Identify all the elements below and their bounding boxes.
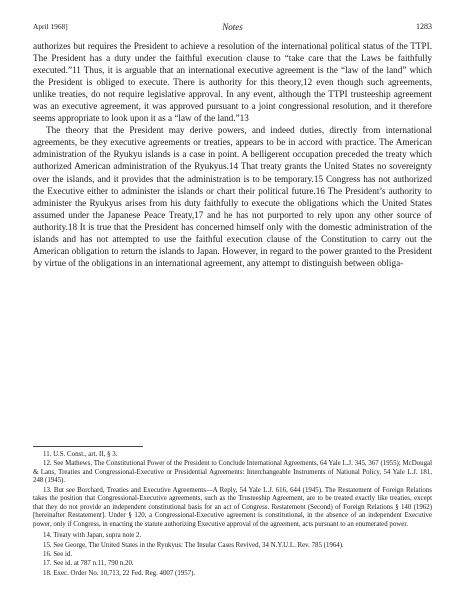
footnote: 18. Exec. Order No. 10,713, 22 Fed. Reg. 4007 (1957). [43, 569, 196, 577]
footnote: 15. See George, The United States in the Ryukyus: The Insular Cases Revived, 34 N.Y.U.L. Rev. 785 (1964). [43, 541, 344, 549]
footnote: 12. See Mathews, The Constitutional Power of the President to Conclude International Agreements, 64 Yale L.J. 345, 367 (1955); McDougal & Lans, Treaties and Congressional-Executive or Presidential Agreements: Interchangeable Instruments of National Policy, 54 Yale L.J. 181, 248 (1945). [33, 460, 432, 485]
footnote: 13. But see Borchard, Treaties and Executive Agreements—A Reply, 54 Yale L.J. 616, 644 (1945). The Restatement of Foreign Relations takes the position that Congressional-Executive agreements, such as the Trusteeship Agreement, are to be treated exactly like treaties, except that they do not provide an independent constitutional basis for an act of Congress. Restatement (Second) of Foreign Relations § 140 (1962) [hereinafter Restatement]. Under § 120, a Congressional-Executive agreement is constitutional, in the absence of an independent Executive power, only if Congress, in enacting the statute authorizing Executive approval of the agreement, acts pursuant to an enumerated power. [33, 486, 432, 528]
body-paragraph: authorizes but requires the President to achieve a resolution of the international political status of the TTPI. The President has a duty under the faithful execution clause to “take care that the Laws be faithfully executed.”11 Thus, it is arguable that an international executive agreement is the “law of the land” which the President is obliged to execute. There is authority for this theory,12 even though such agreements, unlike treaties, do not require legislative approval. In any event, although the TTPI trusteeship agreement was an executive agreement, it was approved pursuant to a joint congressional resolution, and it therefore seems appropriate to look upon it as a “law of the land.”13 [33, 41, 432, 124]
page-number: 1283 [416, 22, 432, 31]
footnotes [33, 446, 432, 578]
running-header [33, 22, 432, 34]
footnote: 16. See id. [43, 550, 73, 558]
footnote: 11. U.S. Const., art. II, § 3. [43, 451, 118, 458]
footnote: 17. See id. at 787 n.11, 790 n.20. [43, 560, 134, 568]
header-date: April 1968] [33, 22, 68, 31]
body-paragraph: The theory that the President may derive powers, and indeed duties, directly from international agreements, be they executive agreements or treaties, appears to be in accord with practice. The American administration of the Ryukyu islands is a case in point. A belligerent occupation preceded the treaty which authorized American administration of the Ryukyus.14 That treaty grants the United States no sovereignty over the islands, and it provides that the administration is to be temporary.15 Congress has not authorized the Executive either to administer the islands or chart their political future.16 The President’s authority to administer the Ryukyus arises from his duty faithfully to execute the obligations which the United States assumed under the Japanese Peace Treaty,17 and he has not purported to rely upon any other source of authority.18 It is true that the President has concerned himself only with the domestic administration of the islands and has not attempted to use the faithful execution clause of the Constitution to carry out the American obligation to return the islands to Japan. However, in regard to the power granted to the President by virtue of the obligations in an international agreement, any attempt to distinguish between obliga- [33, 125, 432, 268]
header-title: Notes [222, 22, 243, 32]
footnote: 14. Treaty with Japan, supra note 2. [43, 532, 142, 540]
body-text [33, 40, 432, 269]
footnote-divider [33, 446, 143, 447]
